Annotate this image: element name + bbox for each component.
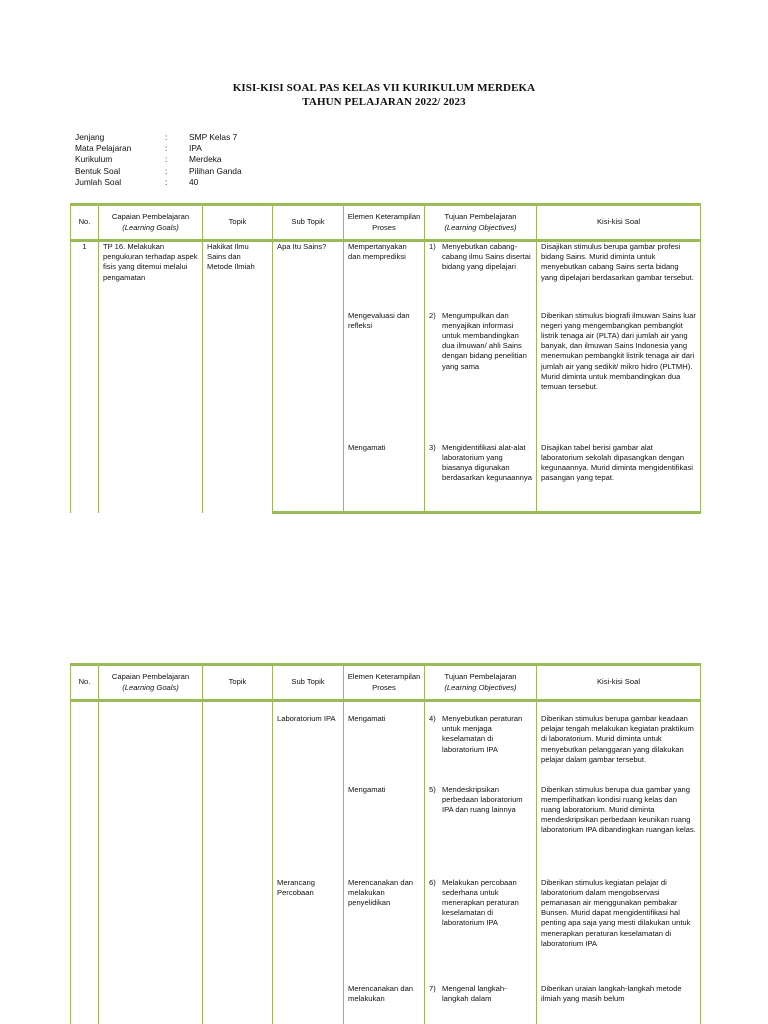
- header-tujuan-label: Tujuan Pembelajaran: [444, 672, 517, 682]
- objective-text: Mengenal langkah-langkah dalam: [442, 983, 507, 1003]
- cell-elemen: Merencanakan dan melakukan penyelidikan: [344, 878, 425, 984]
- header-capaian: [99, 665, 203, 701]
- info-sep: :: [165, 165, 168, 176]
- cell-elemen: Mengamati: [344, 443, 425, 513]
- cell-elemen: Merencanakan dan melakukan: [344, 984, 425, 1024]
- info-sep: :: [165, 176, 168, 187]
- kisi-table-1: [70, 203, 701, 514]
- cell-tujuan: [425, 701, 537, 785]
- info-row-jenjang: [75, 132, 242, 143]
- info-value: Pilihan Ganda: [189, 165, 242, 176]
- objective-text: Mengumpulkan dan menyajikan informasi untuk membandingkan dua ilmuwan/ ahli Sains dengan bidang penelitian yang sama: [442, 310, 527, 371]
- cell-tujuan: [425, 785, 537, 878]
- cell-subtopik: [273, 785, 344, 878]
- header-tujuan: [425, 205, 537, 241]
- document-title: KISI-KISI SOAL PAS KELAS VII KURIKULUM MERDEKA: [232, 82, 536, 94]
- cell-kisi: Diberikan stimulus biografi ilmuwan Sains luar negeri yang mengembangkan pembangkit listrik tenaga air (PLTA) dari jumlah air yang banyak, dan ilmuwan Sains Indonesia yang menemukan pembangkit listrik tenaga air dari jumlah air yang sedikit/ mikro hidro (PLTMH). Murid diminta untuk membandingkan dua temuan tersebut.: [537, 311, 701, 443]
- objective-number: 6): [429, 877, 436, 887]
- header-topik: Topik: [203, 665, 273, 701]
- objective-text: Mendeskripsikan perbedaan laboratorium IPA dan ruang lainnya: [442, 784, 523, 814]
- cell-elemen: Mengevaluasi dan refleksi: [344, 311, 425, 443]
- cell-tujuan: [425, 241, 537, 311]
- info-label: Jenjang: [75, 132, 105, 142]
- header-topik: Topik: [203, 205, 273, 241]
- info-value: SMP Kelas 7: [189, 132, 238, 142]
- header-capaian-sub: (Learning Goals): [122, 222, 179, 232]
- kisi-table-2: [70, 663, 701, 1024]
- cell-no: 1: [71, 241, 99, 513]
- header-no: No.: [71, 665, 99, 701]
- header-elemen: Elemen Keterampilan Proses: [344, 665, 425, 701]
- info-row-bentuk: [75, 166, 242, 177]
- header-tujuan-sub: (Learning Objectives): [444, 222, 517, 232]
- info-sep: :: [165, 143, 168, 154]
- cell-kisi: Diberikan stimulus berupa gambar keadaan pelajar tengah melakukan kegiatan praktikum di laboratorium. Murid diminta untuk menyebutkan pelanggaran yang dilakukan pelajar dalam gambar tersebut.: [537, 701, 701, 785]
- cell-tujuan: [425, 311, 537, 443]
- objective-number: 7): [429, 983, 436, 993]
- info-label: Bentuk Soal: [75, 165, 121, 176]
- cell-kisi: Diberikan uraian langkah-langkah metode ilmiah yang masih belum: [537, 984, 701, 1024]
- header-kisi: Kisi-kisi Soal: [537, 665, 701, 701]
- header-subtopik: Sub Topik: [273, 205, 344, 241]
- header-tujuan-sub: (Learning Objectives): [444, 682, 517, 692]
- cell-subtopik: [273, 984, 344, 1024]
- objective-number: 4): [429, 714, 436, 723]
- cell-tujuan: [425, 984, 537, 1024]
- info-label: Kurikulum: [75, 154, 113, 165]
- header-subtopik: Sub Topik: [273, 665, 344, 701]
- objective-text: Melakukan percobaan sederhana untuk menerapkan peraturan keselamatan di laboratorium IPA: [442, 877, 519, 928]
- cell-kisi: Disajikan stimulus berupa gambar profesi bidang Sains. Murid diminta untuk menyebutkan cabang Sains serta bidang yang dipelajari berdasarkan gambar tersebut.: [537, 241, 701, 311]
- header-capaian-label: Capaian Pembelajaran: [111, 672, 190, 682]
- cell-subtopik: Apa Itu Sains?: [273, 241, 344, 311]
- table-header-row: [71, 665, 701, 701]
- info-sep: :: [165, 132, 168, 142]
- header-tujuan: [425, 665, 537, 701]
- objective-number: 2): [429, 310, 436, 320]
- header-elemen: Elemen Keterampilan Proses: [344, 205, 425, 241]
- cell-subtopik: [273, 311, 344, 443]
- header-no: No.: [71, 205, 99, 241]
- cell-no: [71, 701, 99, 1024]
- cell-kisi: Diberikan stimulus berupa dua gambar yang memperlihatkan kondisi ruang kelas dan ruang laboratorium. Murid diminta mendeskripsikan perbedaan keunikan ruang laboratorium IPA dibandingkan ruangan kelas.: [537, 785, 701, 878]
- info-sep: :: [165, 154, 168, 165]
- info-label: Mata Pelajaran: [75, 143, 132, 154]
- header-tujuan-label: Tujuan Pembelajaran: [444, 212, 517, 222]
- cell-elemen: Mengamati: [344, 701, 425, 785]
- cell-elemen: Mempertanyakan dan memprediksi: [344, 241, 425, 311]
- table-header-row: [71, 205, 701, 241]
- info-row-jumlah: [75, 177, 242, 188]
- header-capaian-sub: (Learning Goals): [122, 682, 179, 692]
- objective-text: Menyebutkan cabang-cabang ilmu Sains disertai bidang yang dipelajari: [442, 242, 531, 272]
- table-row: [71, 241, 701, 311]
- document-info: [75, 132, 242, 188]
- header-kisi: Kisi-kisi Soal: [537, 205, 701, 241]
- cell-elemen: Mengamati: [344, 785, 425, 878]
- info-row-mapel: [75, 143, 242, 154]
- info-row-kurikulum: [75, 154, 242, 165]
- objective-number: 3): [429, 442, 436, 452]
- objective-text: Mengidentifikasi alat-alat laboratorium yang biasanya digunakan berdasarkan kegunaannya: [442, 442, 532, 483]
- cell-capaian: [99, 701, 203, 1024]
- cell-tujuan: [425, 443, 537, 513]
- objective-number: 1): [429, 242, 436, 251]
- table-row: [71, 701, 701, 785]
- cell-kisi: Disajikan tabel berisi gambar alat laboratorium sekolah dipasangkan dengan kegunaannya. Murid diminta mengidentifikasi pasangan yang tepat.: [537, 443, 701, 513]
- document-subtitle: TAHUN PELAJARAN 2022/ 2023: [302, 96, 466, 108]
- objective-number: 5): [429, 784, 436, 794]
- cell-kisi: Diberikan stimulus kegiatan pelajar di laboratorium dalam mengobservasi pemanasan air menggunakan pembakar Bunsen. Murid dapat mengidentifikasi hal penting apa saja yang mesti dilakukan untuk menerapkan peraturan keselamatan di laboratorium IPA: [537, 878, 701, 984]
- cell-subtopik: Laboratorium IPA: [273, 701, 344, 785]
- objective-text: Menyebutkan peraturan untuk menjaga keselamatan di laboratorium IPA: [442, 714, 523, 754]
- cell-capaian: TP 16. Melakukan pengukuran terhadap aspek fisis yang ditemui melalui pengamatan: [99, 241, 203, 513]
- info-value: IPA: [189, 143, 202, 154]
- info-value: 40: [189, 176, 199, 187]
- info-value: Merdeka: [189, 154, 222, 165]
- header-capaian-label: Capaian Pembelajaran: [111, 212, 190, 222]
- cell-tujuan: [425, 878, 537, 984]
- cell-topik: [203, 701, 273, 1024]
- header-capaian: [99, 205, 203, 241]
- info-label: Jumlah Soal: [75, 176, 122, 187]
- cell-subtopik: [273, 443, 344, 513]
- cell-subtopik: Merancang Percobaan: [273, 878, 344, 984]
- cell-topik: Hakikat Ilmu Sains dan Metode Ilmiah: [203, 241, 273, 513]
